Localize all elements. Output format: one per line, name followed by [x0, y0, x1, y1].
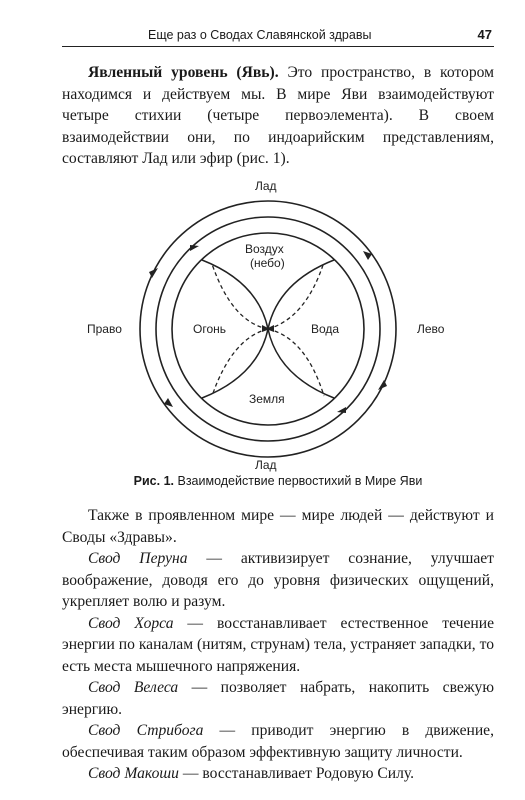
paragraph-perun [62, 548, 494, 613]
figure-caption [62, 474, 494, 488]
paragraph-svody: Также в проявленном мире — мире людей — действуют и Своды «Здравы». [62, 507, 494, 546]
curve-air-fire [202, 260, 268, 329]
body-text [62, 505, 494, 785]
text-khors: — восстанавливает естественное течение энергии по каналам (нитям, струнам) тела, устраняет западки, то есть места мышечного напряжения. [62, 614, 494, 675]
term-veles: Свод Велеса [88, 679, 179, 696]
running-title: Еще раз о Сводах Славянской здравы [148, 28, 372, 42]
dashed-curve-bottom-left [212, 329, 268, 396]
label-lad-top: Лад [255, 179, 277, 193]
label-pravo: Право [87, 322, 122, 336]
dashed-curve-bottom-right [268, 329, 324, 396]
text-veles: — позволяет набрать, накопить свежую энергию. [62, 679, 494, 718]
paragraph-stribog [62, 720, 494, 763]
caption-text: Взаимодействие первостихий в Мире Яви [174, 474, 423, 488]
diagram-drawing [62, 172, 494, 462]
term-makosh: Свод Макоши [88, 765, 179, 782]
dashed-curve-top-right [268, 262, 324, 329]
paragraph-khors [62, 613, 494, 678]
text-makosh: — восстанавливает Родовую Силу. [178, 765, 415, 782]
text-perun: — активизирует сознание, улучшает воображение, доводя его до уровня физических ощущений, укрепляет волю и разум. [62, 550, 494, 610]
caption-number: Рис. 1. [133, 474, 175, 488]
running-header [62, 22, 494, 47]
dashed-curve-top-left [212, 264, 268, 329]
figure-elements-diagram [62, 172, 494, 472]
label-water: Вода [311, 322, 340, 336]
label-air-line2: (небо) [250, 256, 285, 270]
curve-air-water [268, 260, 334, 329]
intro-lead: Явленный уровень (Явь). [88, 64, 279, 81]
term-stribog: Свод Стрибога [88, 722, 204, 739]
arrow-middle-top-left [190, 245, 199, 251]
curve-earth-fire [202, 329, 268, 398]
label-air-line1: Воздух [245, 242, 284, 256]
term-khors: Свод Хорса [88, 614, 174, 632]
label-lad-bottom: Лад [255, 458, 277, 472]
arrow-middle-bottom-right [337, 407, 346, 413]
text-stribog: — приводит энергию в движение, обеспечивая таким образом эффективную защиту личности. [62, 722, 494, 761]
term-perun: Свод Перуна [88, 550, 188, 567]
intro-text: Это пространство, в котором находимся и действуем мы. В мире Яви взаимодействуют четыре стихии (четыре первоэлемента). В своем взаимодействии они, по индоарийским представлениям, составляют Лад или эфир (рис. 1). [62, 64, 494, 167]
curve-earth-water [268, 329, 334, 398]
paragraph-veles [62, 677, 494, 720]
label-levo: Лево [417, 322, 445, 336]
arrow-outer-bottom-right [378, 380, 387, 390]
page-number: 47 [477, 27, 492, 42]
arrow-outer-top-left [149, 268, 158, 278]
intro-paragraph [62, 62, 494, 170]
label-fire: Огонь [193, 322, 226, 336]
label-earth: Земля [249, 392, 285, 406]
paragraph-makosh [62, 763, 494, 785]
